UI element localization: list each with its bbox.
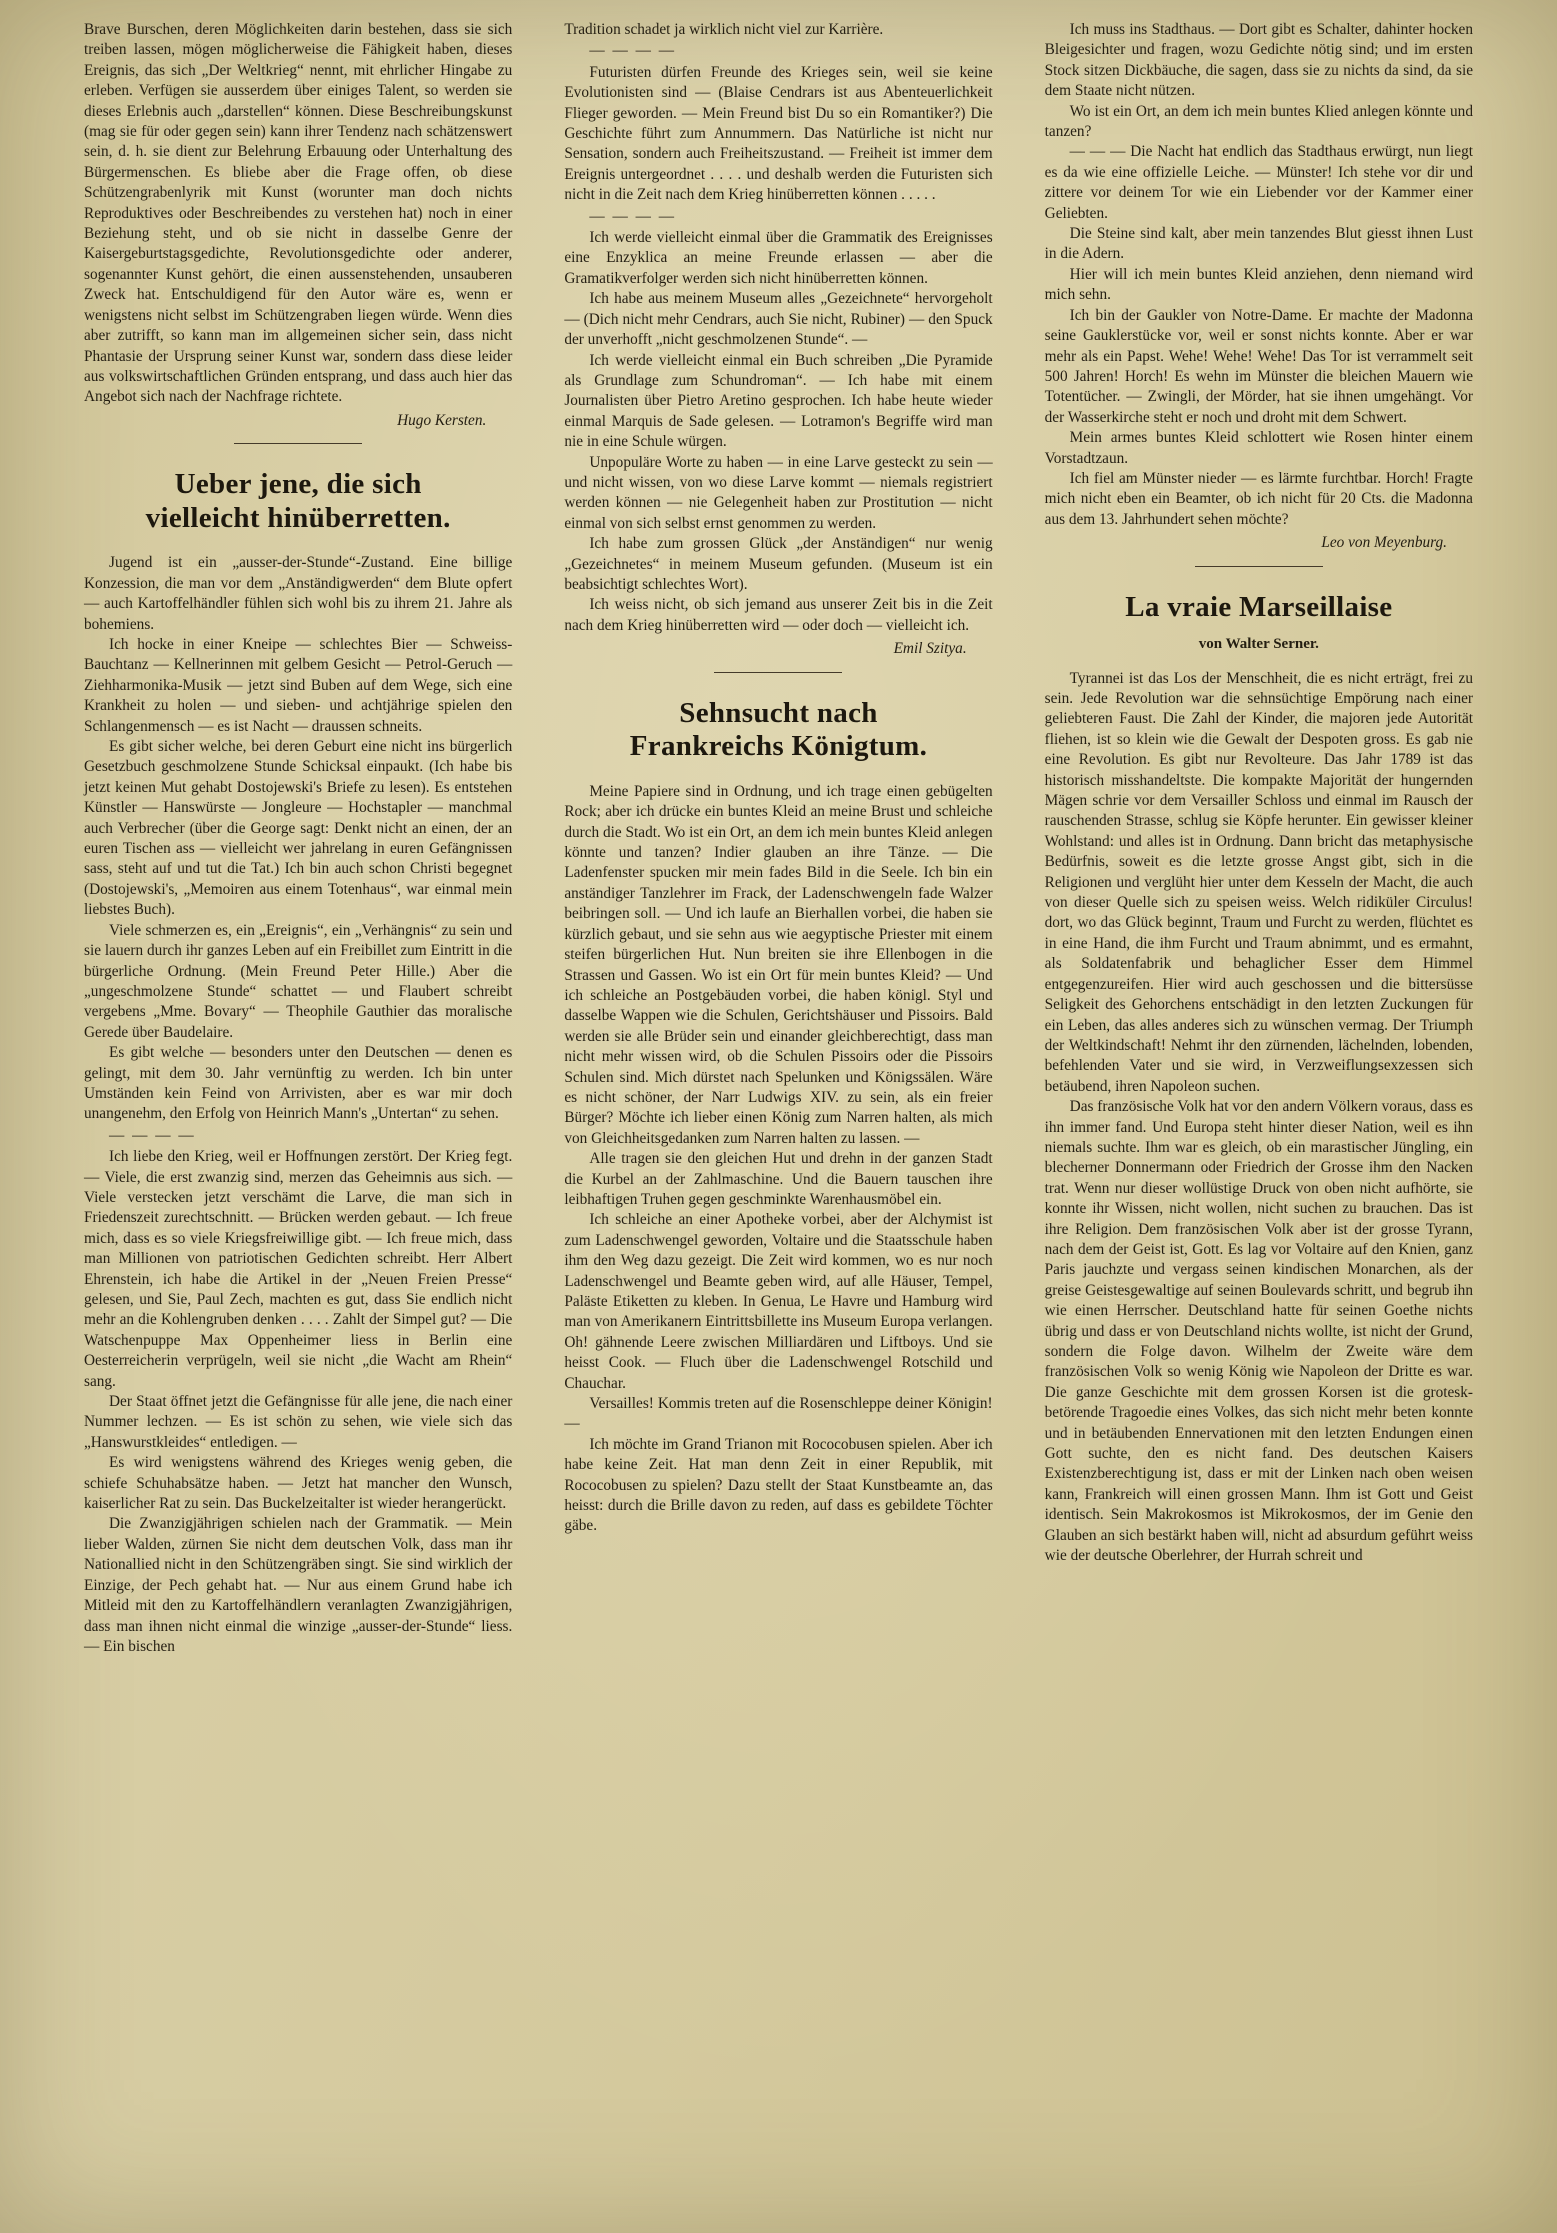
- paragraph: Ich habe aus meinem Museum alles „Gezeichnete“ hervorgeholt — (Dich nicht mehr Cendrars, auch Sie nicht, Rubiner) — den Spuck der unverhofft „nicht geschmolzenen Stunde“. —: [564, 290, 993, 349]
- dash-separator: — — — —: [589, 42, 676, 60]
- paragraph: Ich werde vielleicht einmal ein Buch schreiben „Die Pyramide als Grundlage zum Schundroman“. — Ich habe mit einem Journalisten über Pietro Aretino gesprochen. Ich habe heute wieder einmal Marquis de Sade gelesen. — Lotramon's Begriffe wird man nie in eine Schule würgen.: [564, 351, 993, 451]
- column-middle: [564, 20, 992, 2209]
- divider-rule: [234, 443, 362, 444]
- paragraph: Ich möchte im Grand Trianon mit Rococobusen spielen. Aber ich habe keine Zeit. Hat man denn Zeit in einer Republik, mit Rococobusen zu spielen? Dazu stellt der Staat Kunstbeamte an, das heisst: durch die Brille davon zu reden, auf dass es gebildete Töchter gäbe.: [564, 1435, 993, 1535]
- paragraph: Tradition schadet ja wirklich nicht viel zur Karrière.: [564, 21, 884, 38]
- article-heading: Ueber jene, die sich vielleicht hinüberretten.: [145, 468, 451, 534]
- paragraph: Ich werde vielleicht einmal über die Grammatik des Ereignisses eine Enzyklica an meine Freunde erlassen — aber die Gramatikverfolger werden sich nicht hinüberretten können.: [564, 229, 993, 287]
- paragraph: Die Steine sind kalt, aber mein tanzendes Blut giesst ihnen Lust in die Adern.: [1044, 225, 1473, 263]
- paragraph: Tyrannei ist das Los der Menschheit, die es nicht erträgt, frei zu sein. Jede Revolution war die sehnsüchtige Empörung nach einer geliebteren Faust. Die Zahl der Kinder, die majoren jede Autorität fliehen, ist so klein wie die Gewalt der Despoten gross. Es gab nie eine Revolution. Es gibt nur Revolteure. Das Jahr 1789 ist das historisch misshandeltste. Die kompakte Majorität der hungernden Mägen schrie vor dem Versailler Schloss und einmal im Rausch der rauschenden Strasse, schlug sie Köpfe herunter. Ein gewisser kleiner Wohlstand: und alles ist in Ordnung. Dann bricht das metaphysische Bedürfnis, soweit es die letzte grosse Angst gibt, sich in die Religionen und verglüht hier unter dem Kesseln der Macht, die auch von dieser Quelle sich zu speisen weiss. Welch ridiküler Circulus! dort, wo das Glück beginnt, Traum und Furcht zu werden, flüchtet es in eine Hand, die ihm Furcht und Traum abnimmt, und es ermahnt, als Soldatenfabrik und behaglicher Esser dem Himmel entgegenzureifen. Hier wird auch geschossen und die bittersüsse Seligkeit des Gehorchens entschädigt in den letzten Zuckungen für ein Leben, das alles anderes sich zu wünschen vermag. Der Triumph der Weltkindschaft! Nehmt ihr den zürnenden, lächelnden, lobenden, befehlenden Vater und sie wird, in Verzweiflungsexzessen sich betäubend, ihren Napoleon suchen.: [1044, 669, 1473, 1095]
- paragraph: Versailles! Kommis treten auf die Rosenschleppe deiner Königin! —: [564, 1395, 993, 1433]
- author-signature: Hugo Kersten.: [397, 411, 487, 429]
- paragraph: Meine Papiere sind in Ordnung, und ich trage einen gebügelten Rock; aber ich drücke ein buntes Kleid an meine Brust und schleiche durch die Stadt. Wo ist ein Ort, an dem ich mein buntes Kleid anlegen könnte und tanzen? Indier glauben an ihre Tänze. — Die Ladenfenster spucken mir mein fades Bild in die Seele. Ich bin ein anständiger Tanzlehrer im Frack, der Ladenschwengeln fade Walzer beibringen soll. — Und ich laufe an Bierhallen vorbei, die haben sie kürzlich gebaut, und sie sehn aus wie aegyptische Priester mit einem steifen bürgerlichen Hut. Nun breiten sie ihre Ellenbogen in die Strassen und Gassen. Wo ist ein Ort für mein buntes Kleid? — Und ich schleiche an Postgebäuden vorbei, die haben königl. Styl und dasselbe Wappen wie die Schulen, Gerichtshäuser und Pissoirs. Bald werden sie alle Brüder sein und einander gleichberechtigt, dass man nicht mehr wissen wird, ob die Schulen Pissoirs oder die Pissoirs Schulen sind. Mich dürstet nach Spelunken und Königssälen. Wäre es nicht schöner, der Narr Ludwigs XIV. zu sein, als ein freier Bürger? Möchte ich lieber einen König zum Narren halten, als mich von Gleichheitsgedanken zum Narren halten zu lassen. —: [564, 782, 993, 1147]
- article-byline: von Walter Serner.: [1198, 636, 1319, 653]
- paragraph: Ich habe zum grossen Glück „der Anständigen“ nur wenig „Gezeichnetes“ in meinem Museum gefunden. (Museum ist ein beabsichtigt schlechtes Wort).: [564, 535, 993, 593]
- paragraph: Jugend ist ein „ausser-der-Stunde“-Zustand. Eine billige Konzession, die man vor dem „Anständigwerden“ dem Blute opfert — auch Kartoffelhändler fühlen sich wohl bis zu ihrem 21. Jahre als bohemiens.: [84, 554, 513, 633]
- paragraph: Ich muss ins Stadthaus. — Dort gibt es Schalter, dahinter hocken Bleigesichter und fragen, wozu Gedichte nötig sind; und im ersten Stock sitzen Dickbäuche, die sagen, dass sie zu nichts da sind, da sie dem Staate nicht nützen.: [1044, 21, 1473, 100]
- article-heading: La vraie Marseillaise: [1125, 590, 1393, 623]
- paragraph: Ich weiss nicht, ob sich jemand aus unserer Zeit bis in die Zeit nach dem Krieg hinüberretten wird — oder doch — vielleicht ich.: [564, 596, 993, 634]
- paragraph: Wo ist ein Ort, an dem ich mein buntes Klied anlegen könnte und tanzen?: [1044, 102, 1473, 141]
- paragraph: Alle tragen sie den gleichen Hut und drehn in der ganzen Stadt die Kurbel an der Zahlmaschine. Und die Bauern tauschen ihre leibhaftigen Truhen gegen geschminkte Warenhausmöbel ein.: [564, 1150, 993, 1208]
- author-signature: Emil Szitya.: [893, 640, 967, 658]
- paragraph: Brave Burschen, deren Möglichkeiten darin bestehen, dass sie sich treiben lassen, mögen möglicherweise die Fähigkeit haben, dieses Ereignis, das sich „Der Weltkrieg“ nennt, mit ehrlicher Hingabe zu erleben. Verfügen sie ausserdem über einiges Talent, so werden sie dieses Erlebnis auch „darstellen“ können. Diese Beschreibungskunst (mag sie für oder gegen sein) kann ihrer Tendenz nach schätzenswert sein, d. h. sie dient zur Belehrung Erbauung oder Unterhaltung des Bürgermenschen. Es bliebe aber die Frage offen, ob diese Schützengrabenlyrik mit Kunst (worunter man doch nichts Reproduktives oder Beschreibendes zu verstehen hat) noch in einer Beziehung steht, und ob sie nicht in dasselbe Genre der Kaisergeburtstagsgedichte, Revolutionsgedichte oder anderer, sogenannter Kunst gehört, die einen aussenstehenden, unsauberen Zweck hat. Entschuldigend für den Autor wäre es, wenn er wenigstens nicht selbst im Schützengraben liegen würde. Wenn dies aber zutrifft, so kann man im allgemeinen sicher sein, dass nicht Phantasie der Ursprung seiner Kunst war, sondern dass diese leider aus volkswirtschaftlichen Gründen entsprang, und dass auch hier das Angebot sich nach der Nachfrage richtete.: [84, 21, 513, 406]
- paragraph: Mein armes buntes Kleid schlottert wie Rosen hinter einem Vorstadtzaun.: [1044, 429, 1473, 467]
- paragraph: Der Staat öffnet jetzt die Gefängnisse für alle jene, die nach einer Nummer lechzen. — Es ist schön zu sehen, wie viele sich das „Hanswurstkleides“ entledigen. —: [84, 1393, 513, 1451]
- paragraph: Es gibt sicher welche, bei deren Geburt eine nicht ins bürgerlich Gesetzbuch geschmolzene Stunde Schicksal einpaukt. (Ich habe bis jetzt keinen Mut gehabt Dostojewski's Briefe zu lesen). Es entstehen Künstler — Hanswürste — Jongleure — Hochstapler — manchmal auch Verbrecher (über die George sagt: Denkt nicht an einen, der an euren Tischen ass — vielleicht wer jahrelang in euren Gefängnissen sass, steht auf und tut die Tat.) Ich bin auch schon Christi begegnet (Dostojewski's, „Memoiren aus einem Totenhaus“, war einmal mein liebstes Buch).: [84, 738, 513, 919]
- paragraph: Es wird wenigstens während des Krieges wenig geben, die schiefe Schuhabsätze haben. — Jetzt hat mancher den Wunsch, kaiserlicher Rat zu sein. Das Buckelzeitalter ist wieder herangerückt.: [84, 1454, 513, 1513]
- paragraph: Es gibt welche — besonders unter den Deutschen — denen es gelingt, mit dem 30. Jahr vernünftig zu werden. Ich bin unter Umständen kein Feind von Arrivisten, aber es war mir doch unangenehm, den Erfolg von Heinrich Mann's „Untertan“ zu sehen.: [84, 1044, 513, 1123]
- paragraph: — — — Die Nacht hat endlich das Stadthaus erwürgt, nun liegt es da wie eine offizielle Leiche. — Münster! Ich stehe vor dir und zittere vor deinem Tor wie ein Liebender vor der Kammer einer Geliebten.: [1044, 143, 1473, 222]
- paragraph: Die Zwanzigjährigen schielen nach der Grammatik. — Mein lieber Walden, zürnen Sie nicht dem deutschen Volk, dass man ihr Nationallied nicht in den Schützengräben singt. Sie sind wirklich der Einzige, der Pech gehabt hat. — Nur aus einem Grund habe ich Mitleid mit den zu Kartoffelhändlern veranlagten Zwanzigjährigen, dass man ihnen nicht einmal die winzige „ausser-der-Stunde“ liess. — Ein bischen: [84, 1515, 513, 1655]
- paragraph: Ich liebe den Krieg, weil er Hoffnungen zerstört. Der Krieg fegt. — Viele, die erst zwanzig sind, merzen das Geheimnis aus sich. — Viele verstecken jetzt verschämt die Larve, die man sich in Friedenszeit zurechtschnitt. — Brücken werden gebaut. — Ich freue mich, dass es so viele Kriegsfreiwillige gibt. — Ich freue mich, dass man Millionen von patriotischen Gedichten schreibt. Herr Albert Ehrenstein, ich habe die Artikel in der „Neuen Freien Presse“ gelesen, und Sie, Paul Zech, machten es gut, dass Sie endlich nicht mehr an die Kohlengruben denken . . . . Zahlt der Simpel gut? — Die Watschenpuppe Max Oppenheimer liess in Berlin eine Oesterreicherin verprügeln, weil sie nicht „die Wacht am Rhein“ sang.: [84, 1148, 513, 1390]
- column-right: [1045, 20, 1473, 2209]
- dash-separator: — — — —: [589, 207, 676, 225]
- paragraph: Viele schmerzen es, ein „Ereignis“, ein „Verhängnis“ zu sein und sie lauern durch ihr ganzes Leben auf ein Freibillet zum Eintritt in die bürgerliche Ordnung. (Mein Freund Peter Hille.) Aber die „ungeschmolzene Stunde“ schattet — und Flaubert schreibt vergebens „Mme. Bovary“ — Theophile Gauthier das moralische Gerede über Baudelaire.: [84, 921, 513, 1041]
- paragraph: Unpopuläre Worte zu haben — in eine Larve gesteckt zu sein — und nicht wissen, von wo diese Larve kommt — niemals registriert werden können — nie Gelegenheit haben zur Prostitution — nicht einmal von sich selbst ernst genommen zu werden.: [564, 453, 993, 532]
- paragraph: Ich hocke in einer Kneipe — schlechtes Bier — Schweiss-Bauchtanz — Kellnerinnen mit gelbem Gesicht — Petrol-Geruch — Ziehharmonika-Musik — jetzt sind Buben auf dem Wege, sich eine Krankheit zu holen — und sieben- und achtjährige spielen den Schlangenmensch — es ist Nacht — draussen schneits.: [84, 636, 513, 735]
- paragraph: Ich schleiche an einer Apotheke vorbei, aber der Alchymist ist zum Ladenschwengel geworden, Voltaire und die Staatsschule haben ihm den Weg dazu gezeigt. Die Zeit wird kommen, wo es nur noch Ladenschwengel und Beamte geben wird, auf alle Häuser, Tempel, Paläste Etiketten zu kleben. In Genua, Le Havre und Hamburg wird man von Amerikanern Eintrittsbillette ins Museum Europa verlangen. Oh! gähnende Leere zwischen Milliardären und Liftboys. Und sie heisst Cook. — Fluch über die Ladenschwengel Rotschild und Chauchar.: [564, 1211, 993, 1392]
- divider-rule: [714, 672, 842, 673]
- author-signature: Leo von Meyenburg.: [1321, 534, 1447, 552]
- paragraph: Hier will ich mein buntes Kleid anziehen, denn niemand wird mich sehn.: [1044, 265, 1473, 304]
- paragraph: Das französische Volk hat vor den andern Völkern voraus, dass es ihn immer fand. Und Europa steht hinter dieser Nation, weil es ihn niemals suchte. Ihm war es gleich, ob ein marastischer Jüngling, ein blecherner Donnermann oder Friedrich der Grosse ihm den Nacken trat. Wenn nur dieser wollüstige Druck von oben nicht aufhörte, sie konnte ihr Wissen, nicht wollen, nicht suchen zu brauchen. Das ist ihre Religion. Dem französischen Volk aber ist der grosse Tyrann, nach dem der Geist ist, Gott. Es lag vor Voltaire auf den Knien, ganz Paris jauchzte und vergass seinen kindischen Monarchen, als der greise Geistesgewaltige auf seinen Boulevards schritt, und begrub ihn wie einen Herrscher. Deutschland hatte für seinen Goethe nichts übrig und dass er von Deutschland nichts wollte, ist nicht der Grund, sondern die Folge davon. Wilhelm der Zweite wäre dem französischen Volk so wenig König wie Napoleon der Dritte es war. Die ganze Geschichte mit dem grossen Korsen ist die grotesk-betörende Tragoedie eines Volkes, das sich nicht mehr beten konnte und in betäubenden Ennervationen mit den letzten Endungen einen Gott suchte, den es nicht fand. Des deutschen Kaisers Existenzberechtigung ist, dass er mit der Linken nach oben weisen kann, Frankreich will einen grossen Mann. Ihm ist Gott und Geist identisch. Sein Makrokosmos ist Mikrokosmos, der im Genie den Glauben an sich bestärkt haben will, nicht ad absurdum geführt weiss wie der deutsche Oberlehrer, der Hurrah schreit und: [1044, 1098, 1473, 1565]
- paragraph: Futuristen dürfen Freunde des Krieges sein, weil sie keine Evolutionisten sind — (Blaise Cendrars ist aus Abenteuerlichkeit Flieger geworden. — Mein Freund bist Du so ein Romantiker?) Die Geschichte führt zum Annummern. Das Natürliche ist nicht nur Sensation, sondern auch Freiheitszustand. — Freiheit ist immer dem Ereignis untergeordnet . . . . und deshalb werden die Futuristen sich nicht in die Zeit nach dem Krieg hinüberretten können . . . . .: [564, 63, 993, 204]
- column-left: [84, 20, 512, 2209]
- divider-rule: [1195, 566, 1323, 567]
- dash-separator: — — — —: [109, 1126, 196, 1144]
- paragraph: Ich fiel am Münster nieder — es lärmte furchtbar. Horch! Fragte mich nicht eben ein Beamter, ob ich nicht für 20 Cts. die Madonna aus dem 13. Jahrhundert sehen möchte?: [1044, 469, 1473, 528]
- paragraph: Ich bin der Gaukler von Notre-Dame. Er machte der Madonna seine Gauklerstücke vor, weil er sonst nichts konnte. Aber er war mehr als ein Papst. Wehe! Wehe! Wehe! Das Tor ist verrammelt seit 500 Jahren! Horch! Es wehn im Münster die bleichen Mauern wie Totentücher. — Zwingli, der Mörder, hat sie ihnen umgehängt. Vor der Wasserkirche steht er noch und droht mit dem Schwert.: [1044, 306, 1473, 426]
- article-heading: Sehnsucht nach Frankreichs Königtum.: [629, 696, 928, 763]
